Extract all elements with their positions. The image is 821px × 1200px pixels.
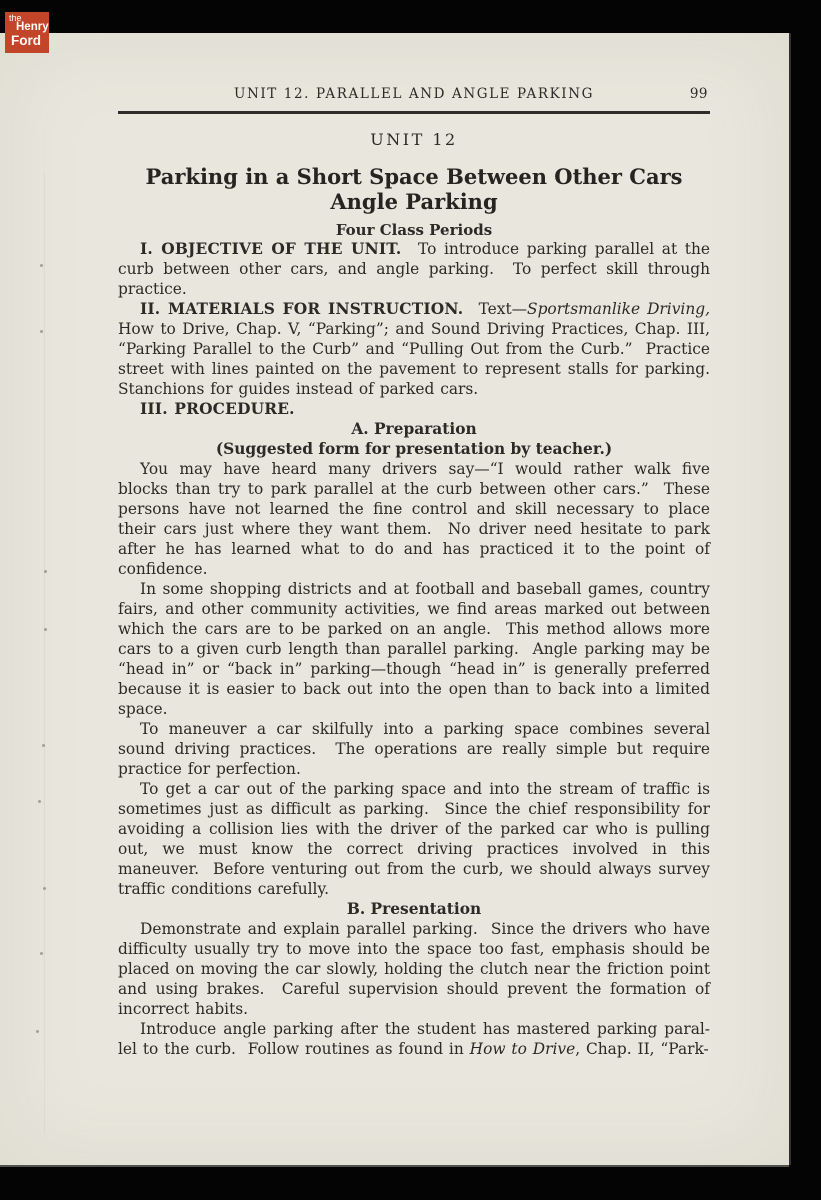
- scan-speck: [522, 93, 525, 96]
- preparation-paragraph: In some shopping districts and at football and baseball games, country fairs, and other community activities, we find areas marked out between which the cars are to be parked on an angle. This method allows more cars to a given curb length than parallel parking. Angle parking may be “head in” or “back in” parking—though “head in” is generally preferred because it is easier to back out into the open than to back into a limited space.: [118, 580, 716, 718]
- running-header: [118, 86, 710, 102]
- scan-speck: [40, 264, 43, 267]
- preparation-paragraph: To get a car out of the parking space and into the stream of traffic is sometimes just as difficult as parking. Since the chief responsibility for avoiding a collision lies with the driver of the parked car who is pulling out, we must know the correct driving practices involved in this maneuver. Before venturing out from the curb, we should always survey traffic conditions carefully.: [118, 780, 716, 898]
- page-content: [118, 33, 722, 1059]
- unit-heading: UNIT 12: [370, 130, 458, 149]
- presentation-paragraph: Demonstrate and explain parallel parking. Since the drivers who have difficulty usually try to move into the space too fast, emphasis should be placed on moving the car slowly, holding the clutch near the friction point and using brakes. Careful supervision should prevent the formation of incorrect habits.: [118, 920, 716, 1018]
- page-number: 99: [689, 86, 708, 102]
- procedure-heading: III. PROCEDURE.: [140, 400, 295, 418]
- final-paragraph: [118, 1019, 710, 1059]
- final-text-pre: Introduce angle parking after the student has mastered parking parallel to the curb. Follow routines as found in: [118, 1020, 710, 1058]
- scan-speck: [44, 570, 47, 573]
- logo-word-henry: Henry: [16, 21, 49, 33]
- objective-text: To introduce parking parallel at the curb between other cars, and angle parking. To perfect skill through practice.: [118, 240, 716, 298]
- book-title-how-to-drive: How to Drive: [469, 1040, 576, 1058]
- chapter-title-line2: Angle Parking: [330, 189, 498, 214]
- materials-paragraph: [118, 299, 722, 399]
- chapter-title: [118, 164, 710, 214]
- objective-heading: I. OBJECTIVE OF THE UNIT.: [140, 240, 419, 258]
- preparation-paragraph: You may have heard many drivers say—“I would rather walk five blocks than try to park parallel at the curb between other cars.” These persons have not learned the fine control and skill necessary to place their cars just where they want them. No driver need hesitate to park after he has learned what to do and has practiced it to the point of confidence.: [118, 460, 716, 578]
- scan-speck: [38, 800, 41, 803]
- logo-word-ford: Ford: [11, 33, 41, 48]
- materials-text-body: How to Drive, Chap. V, “Parking”; and Sound Driving Practices, Chap. III, “Parking Parallel to the Curb” and “Pulling Out from the Curb.” Practice street with lines painted on the pavement to represent stalls for parking. Stanchions for guides instead of parked cars.: [118, 300, 722, 398]
- chapter-subtitle: Four Class Periods: [335, 221, 493, 239]
- header-rule: [118, 111, 710, 114]
- objective-paragraph: [118, 239, 716, 299]
- preparation-paragraph: To maneuver a car skilfully into a parking space combines several sound driving practices. The operations are really simple but require practice for perfection.: [118, 720, 716, 778]
- preparation-heading: A. Preparation: [351, 420, 477, 438]
- materials-text-pre: Text—: [478, 300, 528, 318]
- scan-speck: [42, 744, 45, 747]
- logo-word-the: the: [9, 13, 22, 23]
- final-text-post: , Chap. II, “Park-: [575, 1040, 709, 1058]
- scan-speck: [40, 952, 43, 955]
- henry-ford-archive-logo: [5, 12, 49, 53]
- procedure-heading-paragraph: [118, 399, 710, 419]
- scan-speck: [40, 330, 43, 333]
- preparation-subheading: (Suggested form for presentation by teacher.): [215, 440, 613, 458]
- chapter-title-line1: Parking in a Short Space Between Other Cars: [145, 164, 683, 189]
- materials-heading: II. MATERIALS FOR INSTRUCTION.: [140, 300, 479, 318]
- scan-speck: [43, 887, 46, 890]
- book-title-sportsmanlike-driving: Sportsmanlike Driving,: [527, 300, 710, 318]
- book-page: [0, 33, 789, 1165]
- scan-speck: [36, 1030, 39, 1033]
- page-crease: [44, 173, 45, 1133]
- presentation-heading: B. Presentation: [346, 900, 482, 918]
- running-header-title: UNIT 12. PARALLEL AND ANGLE PARKING: [233, 86, 595, 102]
- scan-speck: [44, 628, 47, 631]
